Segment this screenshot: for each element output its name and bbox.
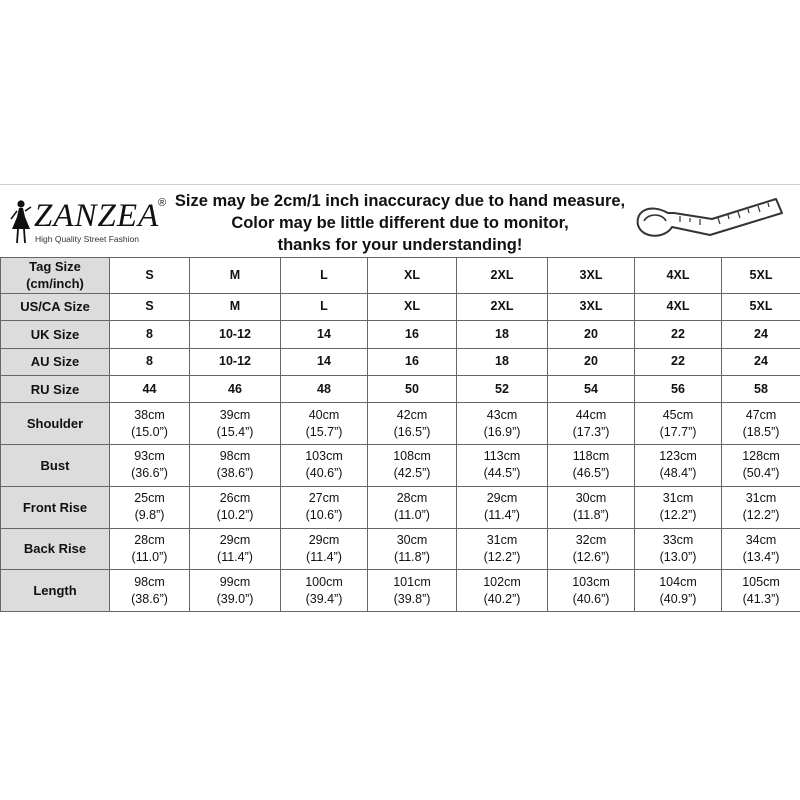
cell-inch: (36.6”)	[131, 466, 168, 481]
cell-cm: 34cm	[745, 532, 777, 547]
cell-inch: (11.4”)	[217, 549, 253, 564]
cell-inch: (39.8”)	[393, 591, 431, 606]
table-cell: 56	[635, 375, 722, 402]
registered-mark: ®	[158, 197, 167, 209]
table-cell: 20	[548, 321, 635, 348]
table-cell	[635, 403, 722, 445]
cell-inch: (11.8”)	[394, 549, 430, 564]
cell-inch: (12.2”)	[483, 549, 521, 564]
table-cell: 4XL	[635, 293, 722, 320]
table-cell: 20	[548, 348, 635, 375]
table-row	[1, 570, 800, 612]
brand-name: ZANZEA	[34, 198, 160, 234]
table-cell: XL	[368, 293, 457, 320]
table-cell	[457, 570, 548, 612]
table-row	[1, 403, 800, 445]
table-cell: 10-12	[190, 348, 281, 375]
table-cell: 24	[722, 321, 800, 348]
row-header-label: Length	[33, 583, 77, 599]
chart-header	[0, 185, 800, 257]
table-cell: 14	[281, 321, 368, 348]
row-header	[1, 293, 110, 320]
cell-inch: (12.2”)	[742, 508, 780, 523]
cell-inch: (46.5”)	[572, 466, 610, 481]
cell-inch: (12.6”)	[572, 549, 610, 564]
cell-inch: (48.4”)	[659, 466, 697, 481]
table-cell	[190, 445, 281, 487]
table-cell: XL	[368, 258, 457, 294]
table-cell	[548, 403, 635, 445]
cell-cm: 29cm	[219, 532, 251, 547]
brand-tagline: High Quality Street Fashion	[35, 234, 139, 244]
cell-cm: 28cm	[134, 532, 165, 547]
table-cell: 8	[110, 321, 190, 348]
cell-cm: 28cm	[396, 491, 428, 506]
row-header	[1, 348, 110, 375]
cell-cm: 108cm	[393, 449, 431, 464]
table-cell	[457, 403, 548, 445]
row-header-label: US/CA Size	[20, 299, 90, 315]
table-row	[1, 348, 800, 375]
table-cell: 2XL	[457, 293, 548, 320]
cell-inch: (41.3”)	[742, 591, 780, 606]
table-cell	[190, 570, 281, 612]
cell-cm: 30cm	[575, 491, 607, 506]
row-header	[1, 445, 110, 487]
table-cell: 54	[548, 375, 635, 402]
table-cell	[110, 486, 190, 528]
cell-inch: (10.2”)	[216, 508, 254, 523]
table-cell: 58	[722, 375, 800, 402]
row-header	[1, 375, 110, 402]
cell-cm: 31cm	[486, 532, 518, 547]
table-cell: L	[281, 293, 368, 320]
table-cell	[190, 486, 281, 528]
cell-inch: (11.0”)	[131, 549, 168, 564]
cell-cm: 43cm	[486, 407, 518, 422]
table-cell: 3XL	[548, 258, 635, 294]
table-row	[1, 293, 800, 320]
cell-cm: 103cm	[305, 449, 343, 464]
table-cell: 14	[281, 348, 368, 375]
size-table	[0, 257, 800, 612]
table-cell: 2XL	[457, 258, 548, 294]
table-cell	[368, 445, 457, 487]
cell-inch: (15.0”)	[131, 424, 168, 439]
table-cell: 8	[110, 348, 190, 375]
table-row	[1, 445, 800, 487]
table-cell: 16	[368, 321, 457, 348]
row-header	[1, 321, 110, 348]
cell-inch: (11.4”)	[484, 508, 520, 523]
cell-cm: 31cm	[662, 491, 694, 506]
cell-cm: 113cm	[483, 449, 521, 464]
cell-cm: 26cm	[219, 491, 251, 506]
table-cell	[548, 528, 635, 570]
cell-inch: (38.6”)	[131, 591, 168, 606]
cell-cm: 29cm	[308, 532, 340, 547]
cell-inch: (15.7”)	[305, 424, 343, 439]
cell-cm: 30cm	[396, 532, 428, 547]
cell-cm: 47cm	[745, 407, 777, 422]
table-cell	[110, 403, 190, 445]
cell-inch: (40.6”)	[572, 591, 610, 606]
cell-cm: 44cm	[575, 407, 607, 422]
notice-line-2: Color may be little different due to monitor,	[231, 214, 569, 232]
table-cell: S	[110, 258, 190, 294]
table-cell	[635, 528, 722, 570]
table-cell: L	[281, 258, 368, 294]
table-row	[1, 321, 800, 348]
table-cell	[110, 445, 190, 487]
table-cell	[110, 528, 190, 570]
table-cell	[635, 486, 722, 528]
cell-cm: 45cm	[662, 407, 694, 422]
table-cell	[368, 570, 457, 612]
cell-inch: (40.2”)	[483, 591, 521, 606]
cell-inch: (39.0”)	[216, 591, 254, 606]
measurement-notice	[170, 190, 630, 256]
table-cell: 10-12	[190, 321, 281, 348]
table-cell	[368, 528, 457, 570]
table-cell	[281, 486, 368, 528]
table-cell	[457, 445, 548, 487]
row-header	[1, 403, 110, 445]
table-cell: M	[190, 258, 281, 294]
cell-inch: (11.0”)	[394, 508, 430, 523]
cell-inch: (17.7”)	[659, 424, 697, 439]
cell-cm: 42cm	[396, 407, 428, 422]
cell-cm: 128cm	[742, 449, 780, 464]
cell-inch: (17.3”)	[572, 424, 610, 439]
cell-inch: (16.9”)	[483, 424, 521, 439]
table-cell	[635, 445, 722, 487]
table-cell	[281, 445, 368, 487]
table-cell	[190, 403, 281, 445]
cell-inch: (12.2”)	[659, 508, 697, 523]
cell-cm: 105cm	[742, 574, 780, 589]
table-cell: 5XL	[722, 293, 800, 320]
table-cell: 48	[281, 375, 368, 402]
table-cell	[548, 445, 635, 487]
cell-cm: 31cm	[745, 491, 777, 506]
table-row	[1, 486, 800, 528]
cell-cm: 104cm	[659, 574, 697, 589]
cell-inch: (16.5”)	[393, 424, 431, 439]
table-cell: 18	[457, 321, 548, 348]
cell-cm: 38cm	[134, 407, 165, 422]
cell-cm: 25cm	[134, 491, 165, 506]
cell-inch: (15.4”)	[216, 424, 254, 439]
table-cell: 52	[457, 375, 548, 402]
cell-inch: (50.4”)	[742, 466, 780, 481]
table-cell: 5XL	[722, 258, 800, 294]
cell-inch: (42.5”)	[393, 466, 431, 481]
table-cell	[635, 570, 722, 612]
row-header-label: UK Size	[30, 326, 80, 342]
table-row	[1, 258, 800, 294]
cell-cm: 118cm	[572, 449, 610, 464]
woman-silhouette-icon	[8, 199, 34, 245]
cell-inch: (39.4”)	[305, 591, 343, 606]
table-cell: 50	[368, 375, 457, 402]
measuring-tape-icon	[630, 191, 790, 253]
cell-cm: 103cm	[572, 574, 610, 589]
table-cell	[722, 528, 800, 570]
cell-cm: 29cm	[486, 491, 518, 506]
table-cell	[281, 570, 368, 612]
table-cell: M	[190, 293, 281, 320]
table-cell: 18	[457, 348, 548, 375]
cell-inch: (40.9”)	[659, 591, 697, 606]
row-header-label: Tag Size	[29, 259, 81, 275]
table-cell	[368, 403, 457, 445]
table-cell	[457, 486, 548, 528]
cell-inch: (38.6”)	[216, 466, 254, 481]
notice-line-3: thanks for your understanding!	[277, 236, 523, 254]
table-cell: 46	[190, 375, 281, 402]
cell-inch: (11.8”)	[573, 508, 609, 523]
cell-cm: 99cm	[219, 574, 251, 589]
row-header-label: Front Rise	[22, 499, 88, 515]
row-header	[1, 258, 110, 294]
cell-cm: 32cm	[575, 532, 607, 547]
cell-inch: (13.0”)	[659, 549, 697, 564]
cell-inch: (44.5”)	[483, 466, 521, 481]
row-header-unit: (cm/inch)	[26, 276, 84, 292]
cell-cm: 98cm	[219, 449, 251, 464]
row-header	[1, 570, 110, 612]
table-cell	[281, 528, 368, 570]
cell-cm: 123cm	[659, 449, 697, 464]
table-cell: 22	[635, 321, 722, 348]
table-cell	[722, 570, 800, 612]
table-cell: 4XL	[635, 258, 722, 294]
row-header-label: Bust	[40, 457, 70, 473]
cell-cm: 101cm	[393, 574, 431, 589]
table-cell: 22	[635, 348, 722, 375]
cell-cm: 102cm	[483, 574, 521, 589]
table-cell	[722, 445, 800, 487]
table-cell	[190, 528, 281, 570]
cell-cm: 93cm	[134, 449, 165, 464]
cell-inch: (13.4”)	[742, 549, 780, 564]
brand-logo	[8, 197, 183, 247]
cell-inch: (40.6”)	[305, 466, 343, 481]
table-cell	[548, 486, 635, 528]
cell-cm: 33cm	[662, 532, 694, 547]
table-cell	[548, 570, 635, 612]
table-cell: 24	[722, 348, 800, 375]
table-row	[1, 528, 800, 570]
row-header-label: Shoulder	[26, 416, 84, 432]
table-cell	[457, 528, 548, 570]
table-cell	[281, 403, 368, 445]
cell-inch: (9.8”)	[134, 508, 165, 523]
table-cell	[368, 486, 457, 528]
size-chart	[0, 184, 800, 612]
cell-cm: 27cm	[308, 491, 340, 506]
table-cell: S	[110, 293, 190, 320]
row-header-label: Back Rise	[23, 541, 87, 557]
table-cell: 44	[110, 375, 190, 402]
cell-cm: 40cm	[308, 407, 340, 422]
table-cell: 16	[368, 348, 457, 375]
cell-cm: 100cm	[305, 574, 343, 589]
table-cell	[110, 570, 190, 612]
notice-line-1: Size may be 2cm/1 inch inaccuracy due to hand measure,	[174, 192, 626, 210]
cell-inch: (11.4”)	[306, 549, 342, 564]
row-header-label: RU Size	[30, 381, 80, 397]
size-table-body	[1, 258, 800, 612]
table-row	[1, 375, 800, 402]
cell-cm: 98cm	[134, 574, 165, 589]
row-header	[1, 528, 110, 570]
cell-inch: (10.6”)	[305, 508, 343, 523]
table-cell: 3XL	[548, 293, 635, 320]
cell-inch: (18.5”)	[742, 424, 780, 439]
table-cell	[722, 486, 800, 528]
table-cell	[722, 403, 800, 445]
row-header	[1, 486, 110, 528]
cell-cm: 39cm	[219, 407, 251, 422]
row-header-label: AU Size	[30, 354, 80, 370]
